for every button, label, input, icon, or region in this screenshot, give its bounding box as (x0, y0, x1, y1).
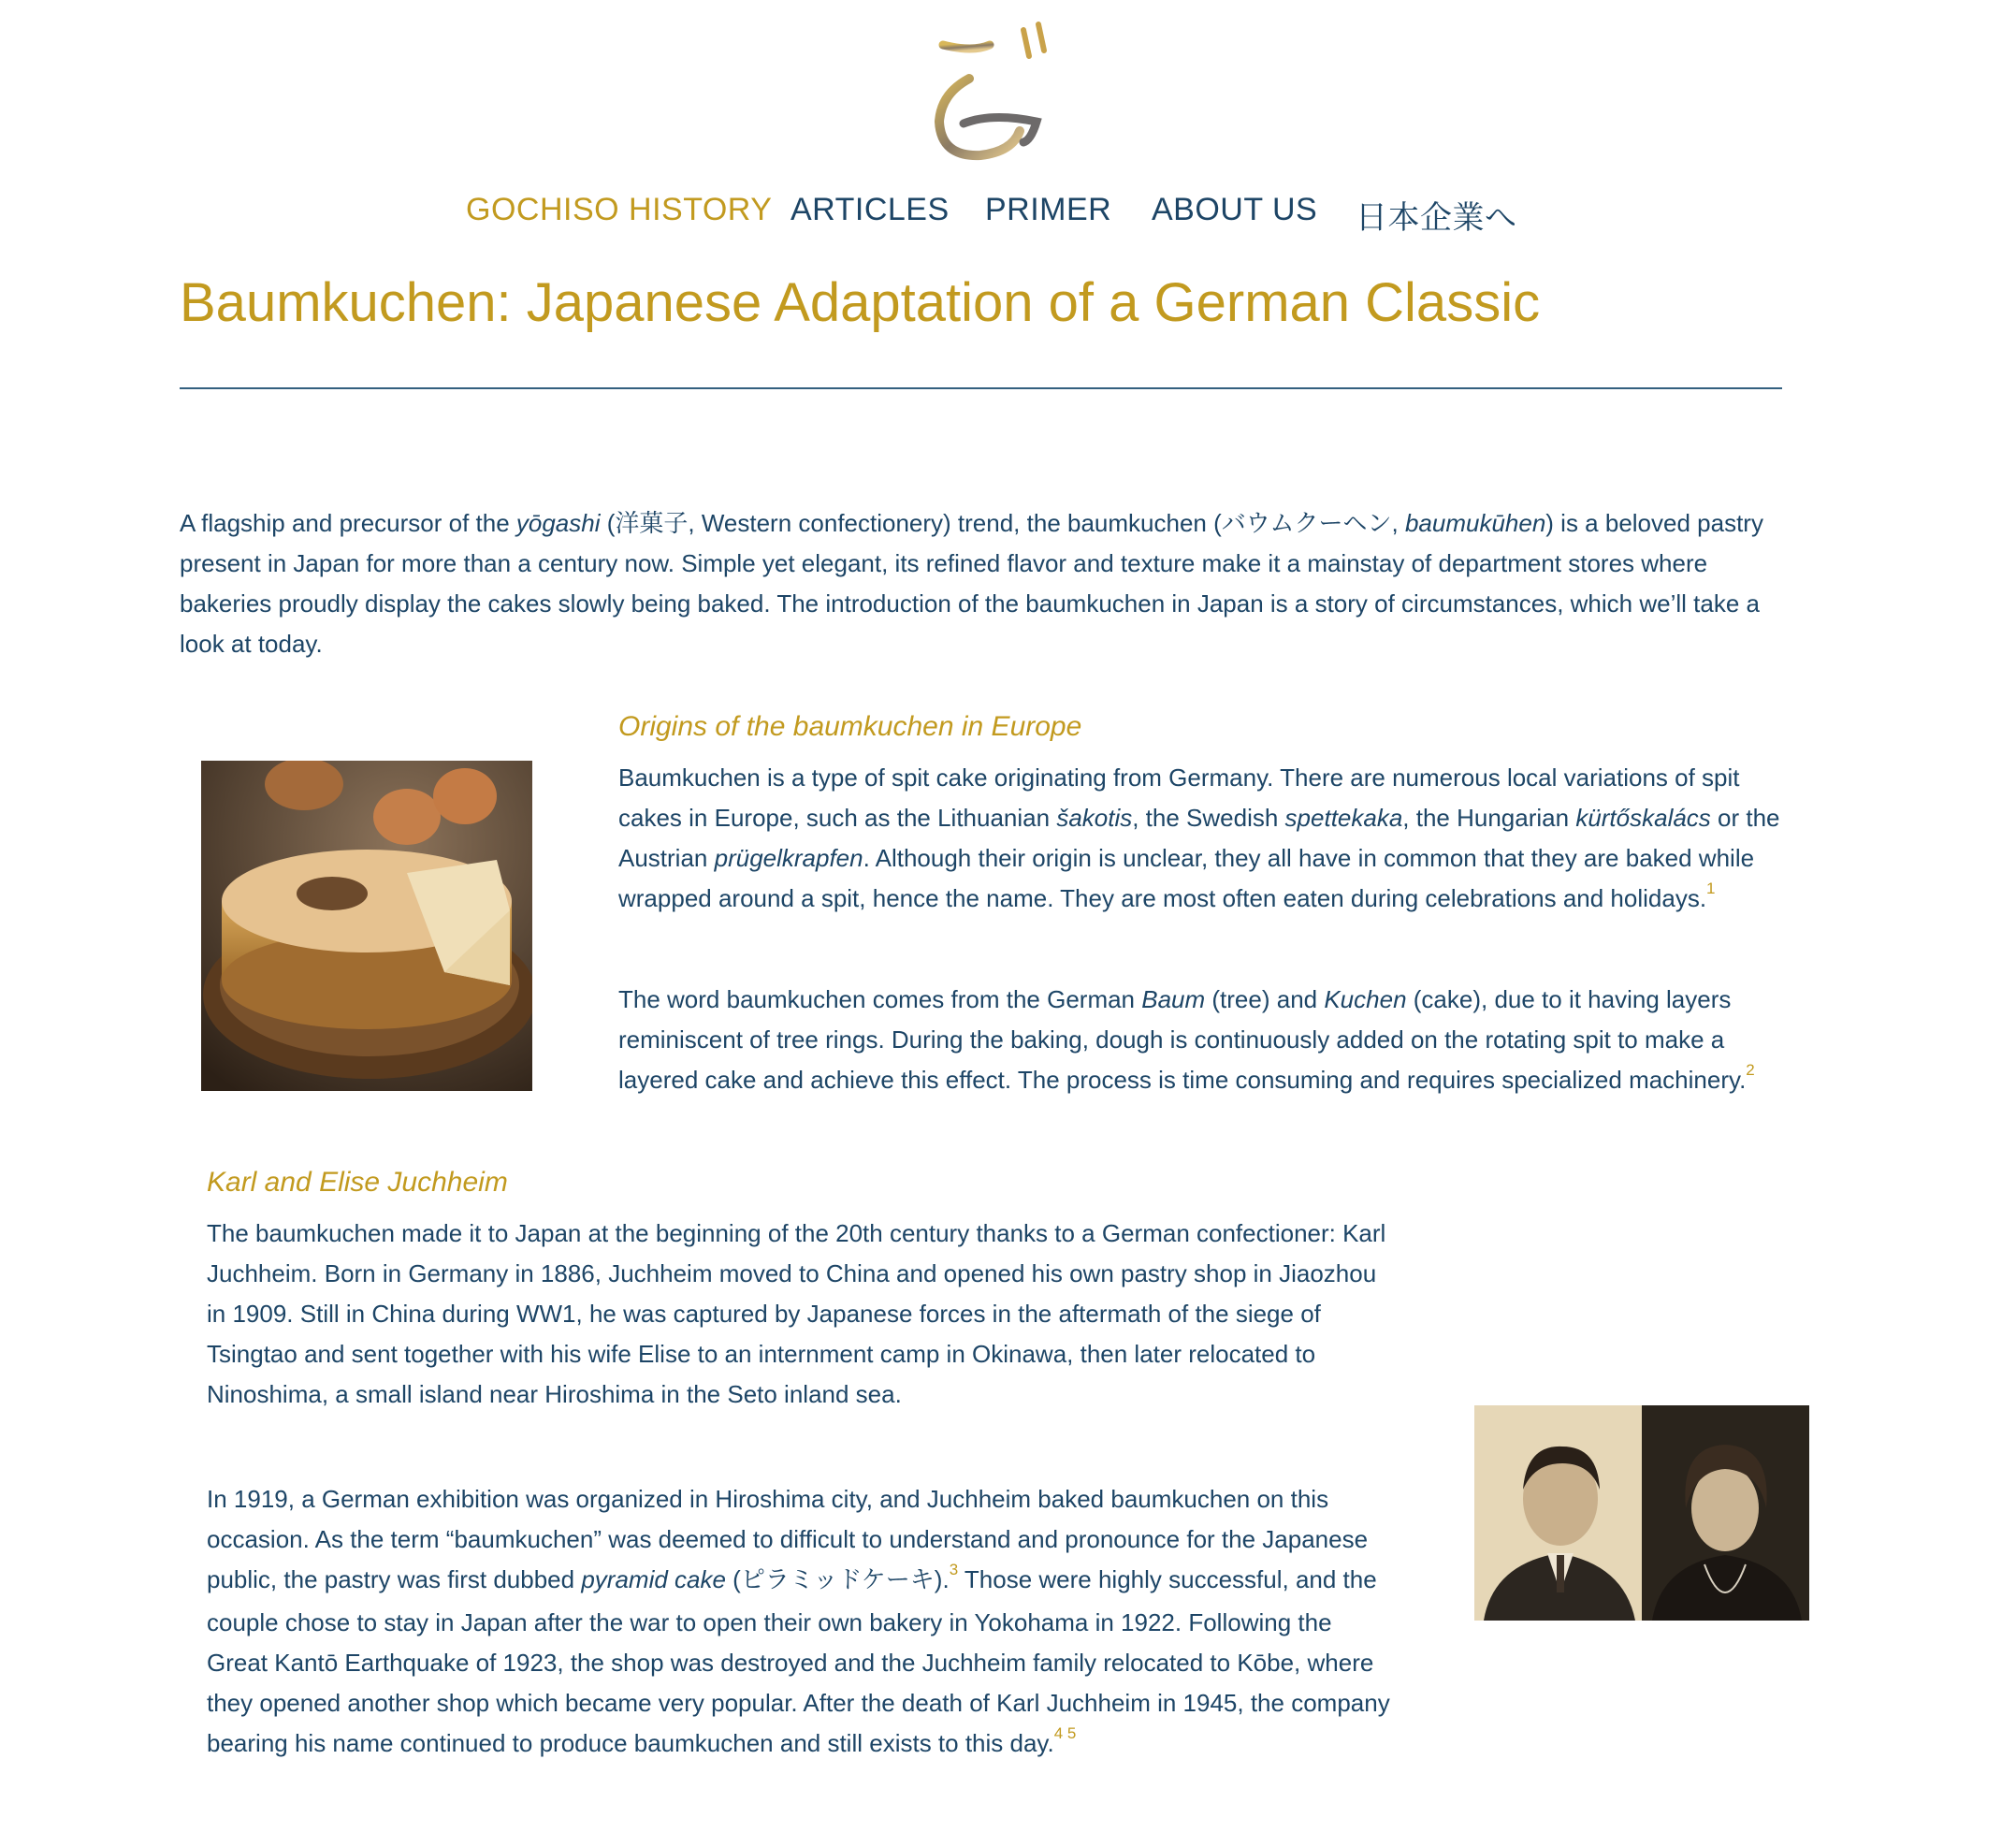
footnote-link[interactable]: 2 (1746, 1061, 1755, 1079)
gochiso-logo[interactable] (926, 19, 1066, 168)
footnote-link[interactable]: 3 (949, 1561, 959, 1578)
footnote-link[interactable]: 4 5 (1053, 1724, 1077, 1742)
origins-paragraph-2: The word baumkuchen comes from the German Baum (tree) and Kuchen (cake), due to it having layers reminiscent of tree rings. During the baking, dough is continuously added on the rotating spit to make a layered cake and achieve this effect. The process is time consuming and requires specialized machinery.$^2$ (618, 985, 1755, 1094)
footnote-link[interactable]: 1 (1706, 880, 1716, 897)
page-title: Baumkuchen: Japanese Adaptation of a German Classic (180, 272, 1541, 333)
juchheim-paragraph-2: In 1919, a German exhibition was organized in Hiroshima city, and Juchheim baked baumkuchen on this occasion. As the term “baumkuchen” was deemed to difficult to understand and pronounce for the Japanese public, the pastry was first dubbed pyramid cake (ピラミッドケーキ).$^3$ Those were highly successful, and the couple chose to stay in Japan after the war to open their own bakery in Yokohama in 1922. Following the Great Kantō Earthquake of 1923, the shop was destroyed and the Juchheim family relocated to Kōbe, where they opened another shop which became very popular. After the death of Karl Juchheim in 1945, the company bearing his name continued to produce baumkuchen and still exists to this day.$^{4 5}$ (207, 1485, 1390, 1757)
baumkuchen-photo (201, 761, 532, 1091)
intro-paragraph: A flagship and precursor of the yōgashi (洋菓子, Western confectionery) trend, the baumkuchen (バウムクーヘン, baumukūhen) is a beloved pastry present in Japan for more than a century now. Simple yet elegant, its refined flavor and texture make it a mainstay of department stores where bakeries proudly display the cakes slowly being baked. The introduction of the baumkuchen in Japan is a story of circumstances, which we’ll take a look at today. (180, 509, 1763, 658)
main-navigation (0, 192, 2016, 244)
title-divider (180, 387, 1782, 389)
origins-paragraph-1: Baumkuchen is a type of spit cake originating from Germany. There are numerous local variations of spit cakes in Europe, such as the Lithuanian šakotis, the Swedish spettekaka, the Hungarian kürtőskalács or the Austrian prügelkrapfen. Although their origin is unclear, they all have in common that they are baked while wrapped around a spit, hence the name. They are most often eaten during celebrations and holidays.$^1$ (618, 763, 1780, 912)
section-heading-juchheim: Karl and Elise Juchheim (207, 1167, 508, 1198)
juchheim-paragraph-1: The baumkuchen made it to Japan at the beginning of the 20th century thanks to a German confectioner: Karl Juchheim. Born in Germany in 1886, Juchheim moved to China and opened his own pastry shop in Jiaozhou in 1909. Still in China during WW1, he was captured by Japanese forces in the aftermath of the siege of Tsingtao and sent together with his wife Elise to an internment camp in Okinawa, then later relocated to Ninoshima, a small island near Hiroshima in the Seto inland sea. (207, 1219, 1386, 1408)
juchheim-portrait-photo (1474, 1405, 1809, 1621)
nav-articles[interactable]: ARTICLES (790, 192, 950, 227)
section-heading-origins: Origins of the baumkuchen in Europe (618, 711, 1082, 742)
nav-primer[interactable]: PRIMER (985, 192, 1112, 227)
nav-about-us[interactable]: ABOUT US (1152, 192, 1318, 227)
nav-japanese-companies[interactable]: 日本企業へ (1356, 200, 1517, 236)
nav-gochiso-history[interactable]: GOCHISO HISTORY (466, 192, 773, 227)
